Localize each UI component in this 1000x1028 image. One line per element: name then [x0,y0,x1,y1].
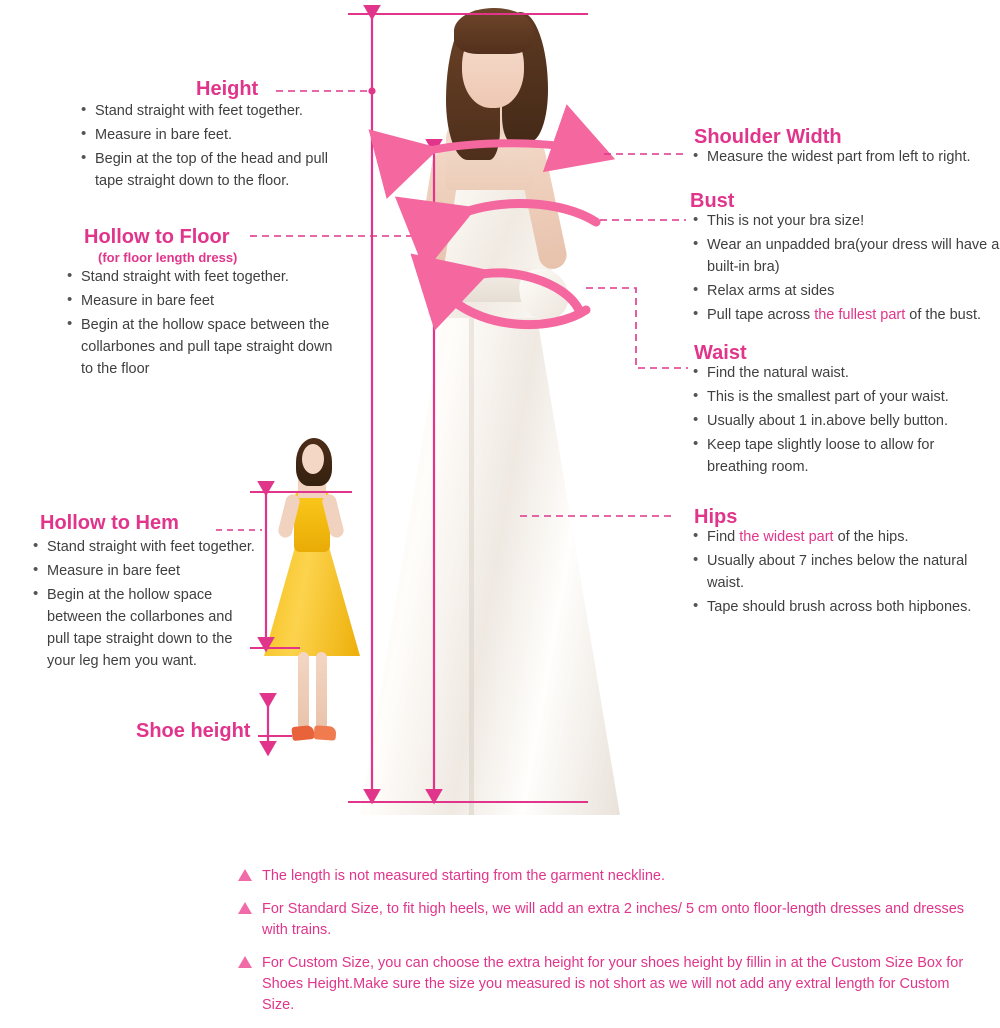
label-hollow-to-hem: Hollow to Hem [40,512,179,534]
hips-highlight: the widest part [739,529,834,545]
height-bullets [78,100,346,194]
list-item: • This is the smallest part of your waist. [707,386,990,408]
footer-notes [238,866,978,1028]
long-gown-illustration [350,0,630,815]
bust-highlight: the fullest part [814,307,906,323]
short-dress-right-shoe [314,725,337,741]
list-item: • Stand straight with feet together. [47,536,256,558]
label-bust: Bust [690,190,735,212]
warning-triangle-icon [238,902,252,914]
short-dress-left-leg [298,652,309,730]
hollow-to-floor-bullets [64,266,342,382]
hollow-to-hem-bullets [30,536,256,674]
list-item: • Find the natural waist. [707,362,990,384]
short-dress-right-leg [316,652,327,730]
list-item: • This is not your bra size! [707,210,1000,232]
list-item: • Usually about 1 in.above belly button. [707,410,990,432]
shoulder-width-bullets [690,146,996,170]
list-item: • Stand straight with feet together. [95,100,346,122]
footer-note [238,866,978,887]
list-item: • Measure in bare feet. [95,124,346,146]
gown-skirt [360,300,620,815]
list-item: • Tape should brush across both hipbones. [707,596,990,618]
gown-hair-top [454,8,534,54]
label-height: Height [196,78,259,100]
label-hollow-to-floor: Hollow to Floor [84,226,230,248]
list-item: • Usually about 7 inches below the natural waist. [707,550,990,594]
warning-triangle-icon [238,869,252,881]
list-item: • Find the widest part of the hips. [707,526,990,548]
footer-note-text: The length is not measured starting from the garment neckline. [262,868,665,884]
list-item: • Stand straight with feet together. [81,266,342,288]
short-dress-head [302,444,324,474]
list-item: • Measure in bare feet [81,290,342,312]
footer-note-text: For Custom Size, you can choose the extra height for your shoes height by fillin in at the Custom Size Box for Shoes Height.Make sure the size you measured is not short as we will not add any extral length for Custom Size. [262,955,964,1013]
footer-note [238,899,978,941]
label-shoe-height: Shoe height [136,720,251,742]
list-item: • Pull tape across the fullest part of the bust. [707,304,1000,326]
label-hips: Hips [694,506,738,528]
label-waist: Waist [694,342,747,364]
short-dress-left-shoe [291,725,314,741]
list-item: • Keep tape slightly loose to allow for breathing room. [707,434,990,478]
list-item: • Relax arms at sides [707,280,1000,302]
list-item: • Measure the widest part from left to right. [707,146,996,168]
list-item: • Wear an unpadded bra(your dress will have a built-in bra) [707,234,1000,278]
list-item: • Measure in bare feet [47,560,256,582]
hips-bullets [690,526,990,620]
footer-note-text: For Standard Size, to fit high heels, we will add an extra 2 inches/ 5 cm onto floor-length dresses and dresses with trains. [262,901,965,938]
short-dress-illustration [258,430,366,750]
bust-bullets [690,210,1000,328]
short-dress-skirt [264,548,360,656]
list-item: • Begin at the hollow space between the collarbones and pull tape straight down to the floor [81,314,342,380]
label-hollow-to-floor-sub: (for floor length dress) [98,250,238,265]
waist-bullets [690,362,990,480]
list-item: • Begin at the hollow space between the collarbones and pull tape straight down to the your leg hem you want. [47,584,256,672]
label-shoulder-width: Shoulder Width [694,126,842,148]
list-item: • Begin at the top of the head and pull tape straight down to the floor. [95,148,346,192]
footer-note [238,953,978,1016]
warning-triangle-icon [238,956,252,968]
